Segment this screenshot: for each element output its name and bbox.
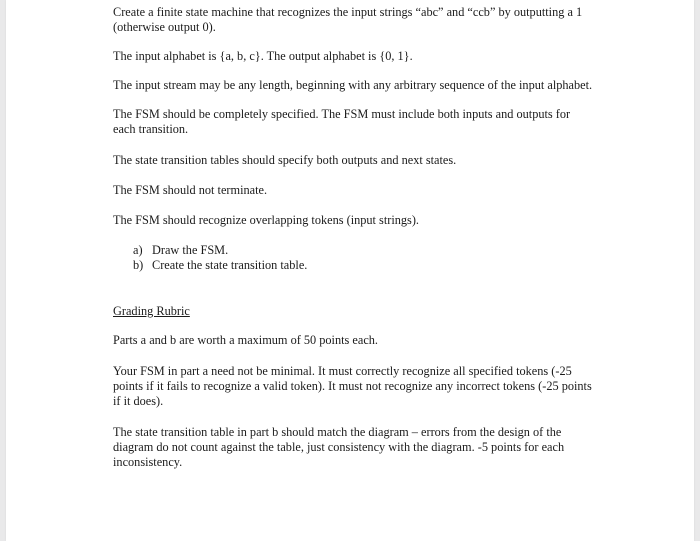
document-page (6, 0, 694, 541)
task-item (133, 258, 593, 273)
rubric-points-paragraph: Parts a and b are worth a maximum of 50 points each. (113, 333, 378, 347)
task-item (133, 243, 593, 258)
document-content (113, 5, 593, 470)
task-list (113, 243, 593, 273)
transition-tables-paragraph: The state transition tables should specify both outputs and next states. (113, 153, 457, 167)
rubric-heading: Grading Rubric (113, 304, 190, 318)
rubric-table-paragraph: The state transition table in part b should match the diagram – errors from the design of the diagram do not count against the table, just consistency with the diagram. -5 points for each inconsistency. (113, 425, 565, 469)
rubric-fsm-paragraph: Your FSM in part a need not be minimal. It must correctly recognize all specified tokens (-25 points if it fails to recognize a valid token). It must not recognize any incorrect tokens (-25 points if it does). (113, 364, 592, 408)
specification-paragraph: The FSM should be completely specified. The FSM must include both inputs and outputs for each transition. (113, 107, 571, 136)
alphabet-paragraph: The input alphabet is {a, b, c}. The output alphabet is {0, 1}. (113, 49, 413, 63)
termination-paragraph: The FSM should not terminate. (113, 183, 268, 197)
intro-paragraph: Create a finite state machine that recognizes the input strings “abc” and “ccb” by outputting a 1 (otherwise output 0). (113, 5, 583, 34)
task-text: Create the state transition table. (152, 258, 308, 272)
task-marker: b) (133, 258, 144, 272)
task-marker: a) (133, 243, 143, 257)
task-text: Draw the FSM. (152, 243, 229, 257)
overlap-paragraph: The FSM should recognize overlapping tokens (input strings). (113, 213, 420, 227)
input-stream-paragraph: The input stream may be any length, beginning with any arbitrary sequence of the input alphabet. (113, 78, 593, 92)
